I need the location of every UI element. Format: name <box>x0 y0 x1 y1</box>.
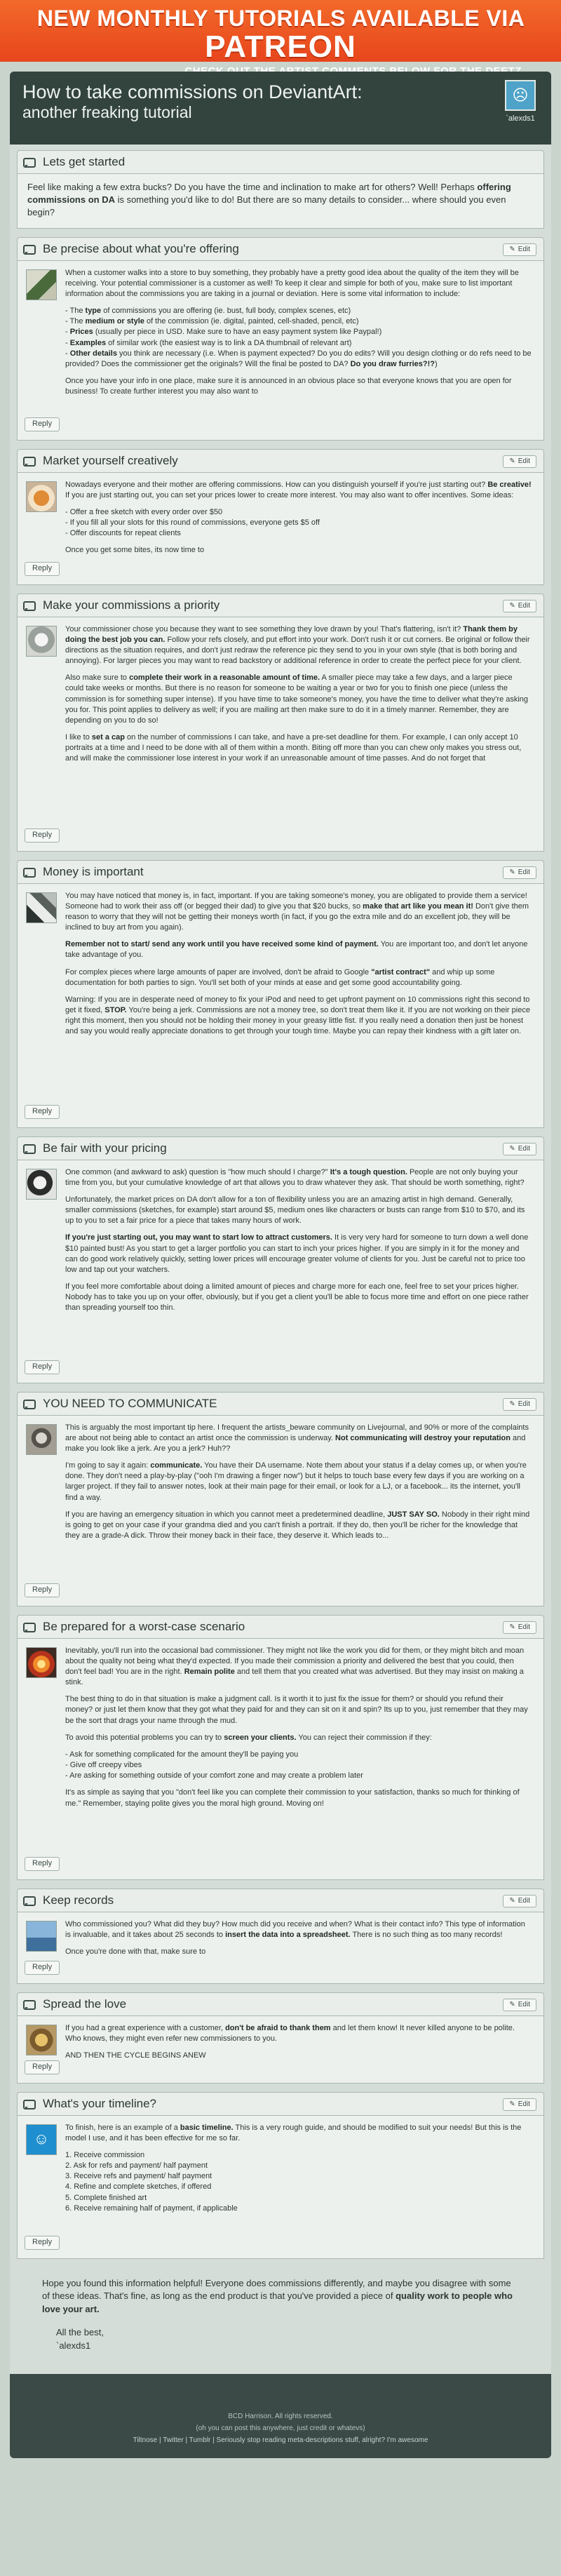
section-title: Be prepared for a worst-case scenario <box>43 1619 245 1633</box>
edit-button[interactable] <box>503 243 536 256</box>
speech-bubble-icon <box>23 456 36 466</box>
edit-label: Edit <box>518 1623 530 1631</box>
section-side <box>26 1423 65 1597</box>
text: Don't give them reason to worry that they will not be getting their moneys worth (in fact, if you go the extra mile and do an excellent job, they will be inclined to buy art from you again). <box>65 901 529 932</box>
list-text: - <box>65 328 70 337</box>
footer-links-text[interactable]: Tiltnose | Twitter | Tumblr | Seriously stop reading meta-descriptions stuff, alright? I'm awesome <box>133 2436 428 2444</box>
text: One common (and awkward to ask) question is "how much should I charge?" <box>65 1167 330 1176</box>
text: Nobody in their right mind is going to get on your case if your grandma died and you can't finish a portrait. If they do, then you'll be richer for the knowledge that they are a grade-A dick. Throw their money back in their face, they deserve it. Which leads to... <box>65 1510 530 1541</box>
section-body <box>17 261 544 441</box>
section-header <box>17 2092 544 2116</box>
text: Also make sure to <box>65 673 130 683</box>
list-item: 5. Complete finished art <box>65 2193 147 2202</box>
text: If you had a great experience with a customer, <box>65 2023 226 2032</box>
section-side <box>26 480 65 576</box>
section-title: YOU NEED TO COMMUNICATE <box>43 1396 217 1410</box>
commenter-avatar[interactable] <box>26 269 57 300</box>
pencil-icon: ✎ <box>509 1400 515 1408</box>
text-bold: Not communicating will destroy your reputation <box>335 1433 511 1442</box>
paragraph <box>42 2277 519 2317</box>
text-bold: Thank them by doing the best job you can. <box>65 624 518 644</box>
edit-label: Edit <box>518 1400 530 1408</box>
list-item: - Give off creepy vibes <box>65 1761 142 1770</box>
text: There is no such thing as too many records! <box>350 1930 503 1939</box>
list-bold: Do you draw furries?!? <box>350 359 435 368</box>
footer-note: (oh you can post this anywhere, just credit or whatevs) <box>196 2424 365 2432</box>
reply-button[interactable]: Reply <box>25 1961 60 1975</box>
text: and whip up some documentation for both parties to sign. You'll set both of your minds at ease and get some good accountability going. <box>65 967 495 987</box>
section-text <box>65 624 535 843</box>
pencil-icon: ✎ <box>509 2100 515 2108</box>
footer <box>10 2374 551 2458</box>
footer-links[interactable] <box>10 2434 551 2446</box>
signoff-line: All the best, <box>56 2327 104 2338</box>
list-item: - Offer a free sketch with every order over $50 <box>65 507 223 516</box>
paragraph <box>65 1919 532 1940</box>
edit-label: Edit <box>518 2000 530 2008</box>
intro-text-b: is something you'd like to do! But there are so many details to consider... where should you even begin? <box>27 194 506 218</box>
paragraph <box>65 2123 532 2144</box>
section-side <box>26 1167 65 1374</box>
list-text: ) <box>435 359 438 368</box>
speech-bubble-icon <box>23 244 36 254</box>
reply-button[interactable]: Reply <box>25 1857 60 1871</box>
section-body <box>17 1912 544 1984</box>
paragraph: The best thing to do in that situation is make a judgment call. Is it worth it to just fix the issue for them? or should you refund their money? or just let them know that they got what they paid for and they can sit on it and spin? Its up to you, just remember that they may be the sort that drags your name through the mud. <box>65 1695 528 1725</box>
section-side <box>26 2123 65 2250</box>
text: You have their DA username. Note them about your status if a delay comes up, or when you're done. They don't need a play-by-play ("ooh I'm drawing a finger now") but it helps to touch base every few days if you are working on a larger project. If they fail to answer notes, look at their main page for their email, or look for a LJ, or a facebook... its the internet, you'll find a way. <box>65 1461 527 1502</box>
text: and tell them that you created what was advertised. But they may insist on making a stink. <box>65 1667 524 1687</box>
section-title: Lets get started <box>43 155 126 169</box>
commenter-avatar[interactable] <box>26 481 57 512</box>
text: For complex pieces where large amounts of paper are involved, don't be afraid to Google <box>65 967 372 977</box>
edit-label: Edit <box>518 2100 530 2108</box>
section-records <box>17 1889 544 1984</box>
edit-label: Edit <box>518 457 530 465</box>
text: It is very very hard for someone to turn down a well done $10 painted bust! As you start to get a larger portfolio you can start to inch your prices higher. If you are simply in it for the money and can do good work relatively quickly, setting lower prices will encourage greater volume of clients for you. Just be careful not to price too low and tap out your watchers. <box>65 1233 529 1274</box>
section-body <box>17 2016 544 2084</box>
text-bold: "artist contract" <box>371 967 431 977</box>
commenter-avatar[interactable] <box>26 1169 57 1200</box>
text-bold: set a cap <box>91 733 125 742</box>
edit-button[interactable] <box>503 2098 536 2111</box>
section-side <box>26 891 65 1119</box>
text: You may have noticed that money is, in fact, important. If you are taking someone's money, you are obligated to provide them a service! Someone had to work their ass off (or begged their dad) to give you that $20 bucks, so <box>65 891 527 911</box>
reply-button[interactable]: Reply <box>25 2060 60 2074</box>
paragraph <box>65 732 532 765</box>
section-body <box>17 884 544 1128</box>
list-item: 3. Receive refs and payment/ half payment <box>65 2172 212 2181</box>
speech-bubble-icon <box>23 867 36 877</box>
paragraph <box>65 624 532 667</box>
list-item: - Are asking for something outside of your comfort zone and may create a problem later <box>65 1771 363 1780</box>
section-header <box>17 237 544 261</box>
section-title: Spread the love <box>43 1997 127 2011</box>
section-text <box>65 480 535 576</box>
edit-button[interactable] <box>503 600 536 612</box>
reply-button[interactable]: Reply <box>25 2236 60 2250</box>
section-timeline <box>17 2092 544 2259</box>
patreon-logo-text: PATREON <box>205 29 356 64</box>
author-name[interactable]: `alexds1 <box>506 114 535 123</box>
paragraph: Unfortunately, the market prices on DA don't allow for a ton of flexibility unless you are an amazing artist in high demand. Generally, smaller commissions (sketches, for example) start around $5, medium ones like characters or busts can range from $10 to $70, and its up to you to set a fair price for a piece that takes many hours of work. <box>65 1195 525 1226</box>
author-avatar[interactable]: ☹ <box>505 80 536 111</box>
text: and make you look like a jerk. Are you a jerk? Huh?? <box>65 1433 526 1453</box>
text: This is arguably the most important tip here. I frequent the artists_beware community on Livejournal, and 90% or more of the complaints are about not being able to contact an artist once the commission is underway. <box>65 1423 529 1442</box>
paragraph <box>65 891 532 934</box>
list-bold: Prices <box>69 328 93 337</box>
text: You can reject their commission if they: <box>296 1733 432 1742</box>
speech-bubble-icon <box>23 1896 36 1905</box>
reply-button[interactable]: Reply <box>25 1583 60 1597</box>
signoff <box>56 2326 519 2353</box>
paragraph <box>65 2023 532 2044</box>
list-item <box>65 306 532 316</box>
text-bold: basic timeline. <box>180 2123 234 2132</box>
speech-bubble-icon <box>23 1622 36 1632</box>
section-body <box>17 473 544 585</box>
section-side <box>26 268 65 431</box>
closing-note <box>17 2267 544 2360</box>
section-money <box>17 860 544 1128</box>
text: People are not only buying your time from you, but your cumulative knowledge of art that allows you to draw whatever they ask. That should be worth something, right? <box>65 1167 525 1187</box>
banner-headline <box>0 7 561 63</box>
list-item: 1. Receive commission <box>65 2150 145 2159</box>
list-bold: Other details <box>69 349 117 358</box>
tutorial-body <box>10 145 551 2374</box>
text: Who commissioned you? What did they buy? How much did you receive and when? What is their contact info? This type of information is invaluable, and it takes about 25 seconds to <box>65 1919 525 1939</box>
section-title: Be fair with your pricing <box>43 1141 167 1155</box>
paragraph <box>65 967 532 988</box>
text: Warning: If you are in desperate need of money to fix your iPod and need to get upfront payment on 10 commissions right this second to get it fixed, <box>65 995 530 1015</box>
edit-label: Edit <box>518 868 530 876</box>
intro-text-bold: offering commissions on DA <box>27 182 511 206</box>
pencil-icon: ✎ <box>509 601 515 610</box>
text-bold: quality work to people who love your art. <box>42 2290 513 2315</box>
edit-label: Edit <box>518 1144 530 1153</box>
text: I like to <box>65 733 92 742</box>
edit-button[interactable] <box>503 866 536 879</box>
commenter-avatar[interactable] <box>26 892 57 923</box>
text: You're being a jerk. Commissions are not a money tree, so don't treat them like it. If you are not working on their piece right this moment, then you should not be holding their money in your greasy little fist. If you really need a donation then just be honest and say you would really appreciate donations to get through your tough time. Maybe you can repay their kindness with a gift later on. <box>65 1006 530 1036</box>
paragraph: Once you're done with that, make sure to <box>65 1947 206 1956</box>
section-intro <box>17 150 544 229</box>
text-bold: STOP. <box>104 1006 127 1015</box>
paragraph <box>65 1510 532 1542</box>
section-body <box>17 1160 544 1383</box>
section-side <box>26 1646 65 1871</box>
section-header <box>17 150 544 174</box>
pencil-icon: ✎ <box>509 1623 515 1631</box>
list-text: of commissions you are offering (ie. bust, full body, complex scenes, etc) <box>101 307 351 316</box>
section-communicate <box>17 1392 544 1606</box>
section-text <box>65 1646 535 1871</box>
copyright: BCD Harrison. All rights reserved. <box>228 2412 333 2420</box>
info-list <box>65 306 532 370</box>
page-title: How to take commissions on DeviantArt: <box>22 81 363 102</box>
paragraph <box>65 1233 532 1275</box>
list-item <box>65 316 532 327</box>
paragraph: It's as simple as saying that you "don't feel like you can complete their commission to your satisfaction, thanks so much for thinking of me." Remember, staying polite gives you the moral high ground. Moving on! <box>65 1788 520 1808</box>
text: Your commissioner chose you because they want to see something they love drawn by you! That's flattering, isn't it? <box>65 624 464 633</box>
pencil-icon: ✎ <box>509 2000 515 2008</box>
reject-list <box>65 1750 532 1782</box>
paragraph <box>65 1423 532 1455</box>
paragraph: Once you get some bites, its now time to <box>65 546 205 555</box>
text-bold: complete their work in a reasonable amount of time. <box>129 673 320 683</box>
section-pricing <box>17 1136 544 1383</box>
text: This is a very rough guide, and should be modified to suit your needs! But this is the model I use, and it has been effective for me so far. <box>65 2123 522 2142</box>
commenter-avatar[interactable] <box>26 1921 57 1952</box>
list-item: - Offer discounts for repeat clients <box>65 529 181 538</box>
paragraph <box>65 1646 532 1689</box>
page-subtitle: another freaking tutorial <box>22 103 192 122</box>
text-bold: screen your clients. <box>224 1733 297 1742</box>
text: If you are just starting out, you can set your prices lower to create more interest. You may also want to offer incentives. Some ideas: <box>65 490 514 499</box>
paragraph: AND THEN THE CYCLE BEGINS ANEW <box>65 2051 206 2060</box>
edit-button[interactable] <box>503 1621 536 1634</box>
commenter-avatar[interactable] <box>26 1424 57 1455</box>
edit-button[interactable] <box>503 1398 536 1411</box>
text: A smaller piece may take a few days, and a larger piece could take weeks or months. But there is no reason for someone to be waiting a year or two for you to finish one piece (unless the commission is for something super intense). If you have time to take someone's money, you have the time to deliver what they're asking you for. This point applies to delivery as well; if you are mailing art then make sure to do it in a timely manner. Remember, they are depending on you to do so! <box>65 673 529 725</box>
list-item: 6. Receive remaining half of payment, if applicable <box>65 2203 238 2213</box>
footer-wrap <box>0 2374 561 2469</box>
list-item: 2. Ask for refs and payment/ half payment <box>65 2161 208 2171</box>
paragraph <box>65 1167 532 1188</box>
paragraph <box>65 939 532 960</box>
edit-label: Edit <box>518 1896 530 1905</box>
reply-button[interactable]: Reply <box>25 1360 60 1374</box>
reply-button[interactable]: Reply <box>25 1105 60 1119</box>
list-text: of similar work (the easiest way is to link a DA thumbnail of relevant art) <box>106 338 352 347</box>
section-header <box>17 1136 544 1160</box>
paragraph <box>65 1461 532 1503</box>
list-bold: Examples <box>69 338 107 347</box>
section-side <box>26 624 65 843</box>
text: You are important too, and don't let anyone take advantage of you. <box>65 940 528 960</box>
section-title: Keep records <box>43 1893 114 1907</box>
edit-button[interactable] <box>503 1999 536 2011</box>
section-header <box>17 593 544 617</box>
pencil-icon: ✎ <box>509 457 515 465</box>
pencil-icon: ✎ <box>509 245 515 253</box>
section-side <box>26 2023 65 2074</box>
list-item <box>65 349 532 370</box>
section-side <box>26 1919 65 1975</box>
section-spread-love <box>17 1992 544 2084</box>
section-text <box>65 891 535 1119</box>
text-bold: insert the data into a spreadsheet. <box>225 1930 351 1939</box>
intro-text <box>17 174 544 229</box>
text-bold: If you're just starting out, you may want to start low to attract customers. <box>65 1233 332 1242</box>
section-title: Make your commissions a priority <box>43 598 220 612</box>
section-text <box>65 2023 535 2074</box>
signoff-author: `alexds1 <box>56 2340 91 2351</box>
section-title: Money is important <box>43 864 144 878</box>
section-header <box>17 860 544 884</box>
text: If you are having an emergency situation in which you cannot meet a predetermined deadline, <box>65 1510 388 1519</box>
pencil-icon: ✎ <box>509 1896 515 1905</box>
list-item <box>65 327 532 337</box>
paragraph: Once you have your info in one place, make sure it is announced in an obvious place so that everyone knows that you are open for business! To create further interest you may also want to <box>65 377 512 396</box>
section-body <box>17 1416 544 1606</box>
text-bold: don't be afraid to thank them <box>225 2023 331 2032</box>
section-title: Market yourself creatively <box>43 453 178 467</box>
speech-bubble-icon <box>23 1143 36 1153</box>
section-header <box>17 449 544 473</box>
text: Follow your refs closely, and put effort into your work. Don't rush it or cut corners. Be original or follow their directions as the situation requires, and don't just redraw the reference pic they send to you in your own style (that is both boring and annoying). For larger pieces you may want to read backstory or additional reference in order to create the perfect piece for your client. <box>65 635 530 666</box>
section-text <box>65 2123 535 2250</box>
section-body <box>17 617 544 852</box>
section-header <box>17 1992 544 2016</box>
paragraph <box>65 480 532 501</box>
text-bold: Be creative! <box>487 480 532 489</box>
pencil-icon: ✎ <box>509 1144 515 1153</box>
text: To finish, here is an example of a <box>65 2123 180 2132</box>
paragraph: When a customer walks into a store to buy something, they probably have a pretty good idea about the quality of the item they will be receiving. Your potential commissioner is a customer as well! To keep it clear and simple for both of you, make sure to list important information about the commissions you are taking in a journal or deviation. Here is some vital information to include: <box>65 268 519 298</box>
list-bold: medium or style <box>85 317 144 326</box>
text: Nowadays everyone and their mother are offering commissions. How can you distinguish yourself if you're just starting out? <box>65 480 488 489</box>
list-text: (usually per piece in USD. Make sure to have an easy payment system like Paypal!) <box>93 328 382 337</box>
commenter-avatar[interactable] <box>26 2025 57 2055</box>
section-text <box>65 1919 535 1975</box>
text: I'm going to say it again: <box>65 1461 151 1470</box>
text-bold: JUST SAY SO. <box>387 1510 440 1519</box>
paragraph <box>65 995 532 1038</box>
section-header <box>17 1392 544 1416</box>
section-text <box>65 1423 535 1597</box>
list-item: - Ask for something complicated for the amount they'll be paying you <box>65 1750 299 1759</box>
text-bold: It's a tough question. <box>330 1167 407 1176</box>
section-body <box>17 2116 544 2259</box>
timeline-list <box>65 2150 532 2214</box>
section-header <box>17 1615 544 1639</box>
paragraph: If you feel more comfortable about doing a limited amount of pieces and charge more for each one, feel free to set your prices higher. Nobody has to take you up on your offer, obviously, but if you get a client you'll be able to focus more time and effort on one piece rather than spreading yourself too thin. <box>65 1282 529 1313</box>
reply-button[interactable]: Reply <box>25 417 60 431</box>
text: Hope you found this information helpful! Everyone does commissions differently, and maybe you disagree with some of these ideas. That's fine, as long as the end product is that you've provided a piece of <box>42 2277 511 2302</box>
commenter-avatar[interactable] <box>26 626 57 657</box>
section-priority <box>17 593 544 852</box>
text: Inevitably, you'll run into the occasional bad commissioner. They might not like the work you did for them, or they might bitch and moan about the quality not being what they'd expected. If you made their commission a priority and delivered the best that you could, then don't feel bad! You are in the right. <box>65 1646 525 1676</box>
section-text <box>65 1167 535 1374</box>
pencil-icon: ✎ <box>509 868 515 876</box>
section-header <box>17 1889 544 1912</box>
section-body <box>17 1639 544 1880</box>
text-bold: Remain polite <box>184 1667 235 1676</box>
list-bold: type <box>85 307 102 316</box>
section-title: Be precise about what you're offering <box>43 241 239 255</box>
text-bold: make that art like you mean it! <box>363 901 473 911</box>
paragraph <box>65 1733 532 1743</box>
edit-label: Edit <box>518 601 530 610</box>
commenter-avatar[interactable] <box>26 1647 57 1678</box>
edit-button[interactable] <box>503 1143 536 1155</box>
edit-label: Edit <box>518 245 530 253</box>
speech-bubble-icon <box>23 1999 36 2009</box>
tutorial-header <box>10 72 551 145</box>
note-icon <box>23 157 36 167</box>
section-precise <box>17 237 544 441</box>
list-item: - If you fill all your slots for this round of commissions, everyone gets $5 off <box>65 518 320 528</box>
patreon-banner[interactable] <box>0 0 561 62</box>
text: and let them know! It never killed anyone to be polite. Who knows, they might even refer new commissioners to you. <box>65 2023 515 2043</box>
banner-headline-text: NEW MONTHLY TUTORIALS AVAILABLE VIA <box>36 6 525 31</box>
commenter-avatar[interactable]: ☺ <box>26 2124 57 2155</box>
speech-bubble-icon <box>23 2099 36 2109</box>
edit-button[interactable] <box>503 1895 536 1907</box>
list-text: - <box>65 349 70 358</box>
list-text: - <box>65 338 70 347</box>
list-text: you think are necessary (i.e. When is payment expected? Do you do edits? Will you design clothing or do refs need to be provided? Does the commissioner get the originals? Will the final be posted to DA? <box>65 349 532 368</box>
section-text <box>65 268 535 431</box>
edit-button[interactable] <box>503 455 536 468</box>
list-text: - The <box>65 317 86 326</box>
reply-button[interactable]: Reply <box>25 829 60 843</box>
speech-bubble-icon <box>23 601 36 610</box>
list-item <box>65 338 532 349</box>
section-worst-case <box>17 1615 544 1880</box>
section-title: What's your timeline? <box>43 2096 156 2110</box>
author-badge[interactable] <box>499 80 541 124</box>
text-bold: communicate. <box>150 1461 203 1470</box>
reply-button[interactable]: Reply <box>25 562 60 576</box>
paragraph <box>65 673 532 726</box>
intro-text-a: Feel like making a few extra bucks? Do you have the time and inclination to make art for others? Well! Perhaps <box>27 182 478 192</box>
speech-bubble-icon <box>23 1399 36 1409</box>
text: on the number of commissions I can take, and have a pre-set deadline for them. For example, I can only accept 10 portraits at a time and I need to be done with all of them within a month. Biting off more than you can chew only makes you stress out, and will make the commissioner lose interest in your work if an unreasonable amount of time passes. And do not forget that <box>65 733 522 763</box>
ideas-list <box>65 507 532 539</box>
list-item: 4. Refine and complete sketches, if offered <box>65 2182 212 2192</box>
list-text: - The <box>65 307 86 316</box>
list-text: of the commission (ie. digital, painted, cell-shaded, pencil, etc) <box>144 317 359 326</box>
section-market <box>17 449 544 585</box>
text: To avoid this potential problems you can try to <box>65 1733 224 1742</box>
text-bold: Remember not to start/ send any work until you have received some kind of payment. <box>65 940 379 949</box>
